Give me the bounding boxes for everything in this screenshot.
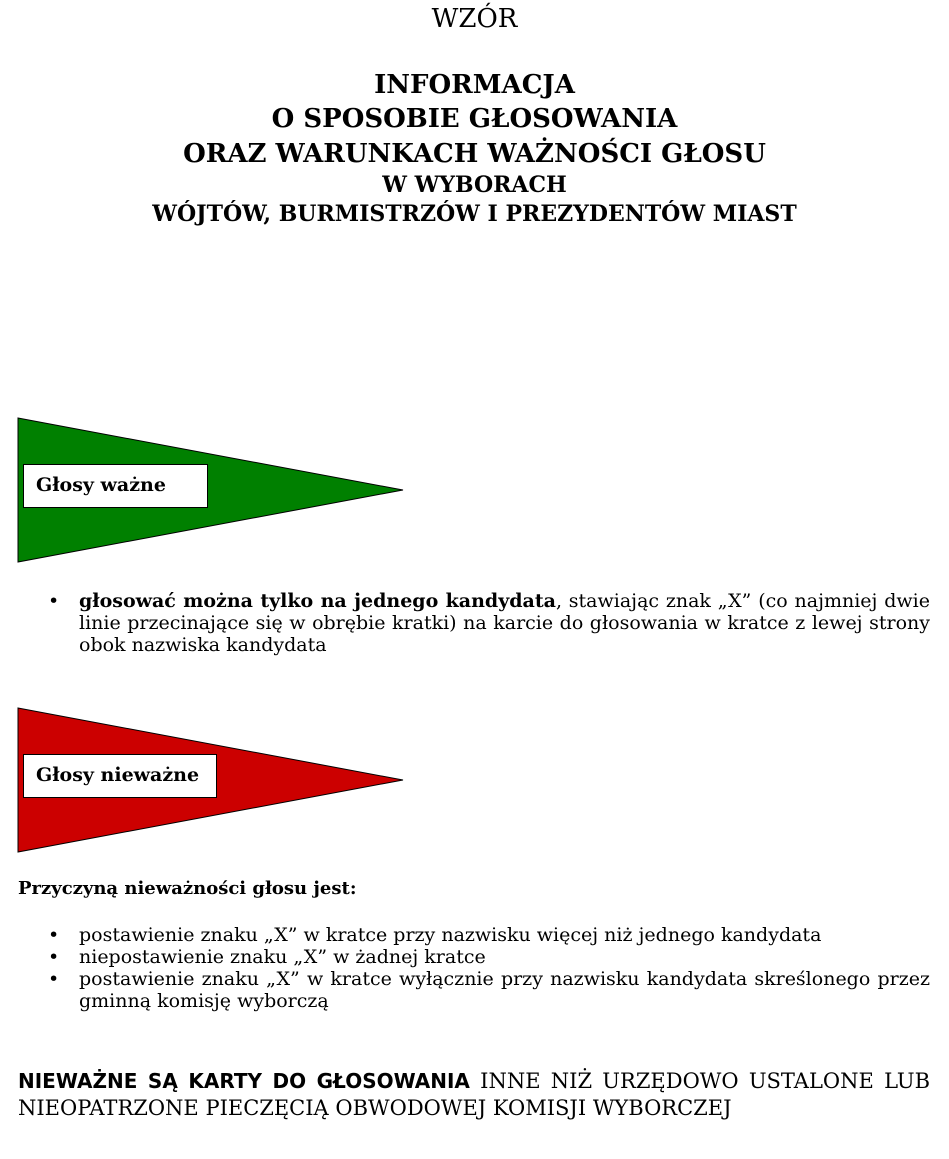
list-item: [18, 590, 930, 656]
list-item: • niepostawienie znaku „X” w żadnej kratce: [18, 946, 930, 968]
list-item: • postawienie znaku „X” w kratce wyłącznie przy nazwisku kandydata skreślonego przez gminną komisję wyborczą: [18, 968, 930, 1012]
invalid-votes-label: Głosy nieważne: [23, 754, 217, 798]
footer-text: INNE NIŻ URZĘDOWO USTALONE LUB NIEOPATRZONE PIECZĘCIĄ OBWODOWEJ KOMISJI WYBORCZEJ: [18, 1069, 931, 1120]
valid-rule-text: , stawiając znak „X” (co najmniej dwie linie przecinające się w obrębie kratki) na karcie do głosowania w kratce z lewej strony obok nazwiska kandydata: [79, 590, 930, 656]
valid-rule-bold: głosować można tylko na jednego kandydata: [79, 590, 556, 612]
title-line-5: WÓJTÓW, BURMISTRZÓW I PREZYDENTÓW MIAST: [152, 200, 797, 227]
list-item: • postawienie znaku „X” w kratce przy nazwisku więcej niż jednego kandydata: [18, 924, 930, 946]
valid-votes-pennant: [17, 417, 407, 563]
title-line-1: INFORMACJA: [374, 70, 575, 100]
title-line-4: W WYBORACH: [382, 171, 567, 198]
footer-notice: [18, 1068, 930, 1122]
invalid-cause-heading: Przyczyną nieważności głosu jest:: [18, 878, 357, 899]
footer-bold: NIEWAŻNE SĄ KARTY DO GŁOSOWANIA: [18, 1069, 470, 1093]
title-line-3: ORAZ WARUNKACH WAŻNOŚCI GŁOSU: [183, 138, 766, 169]
invalid-votes-pennant: [17, 707, 407, 853]
document-label: WZÓR: [431, 4, 518, 34]
title-line-2: O SPOSOBIE GŁOSOWANIA: [271, 104, 678, 135]
document-title: [0, 68, 949, 229]
invalid-rules: [18, 924, 930, 1012]
valid-votes-label: Głosy ważne: [23, 464, 208, 508]
valid-rules: [18, 590, 930, 656]
